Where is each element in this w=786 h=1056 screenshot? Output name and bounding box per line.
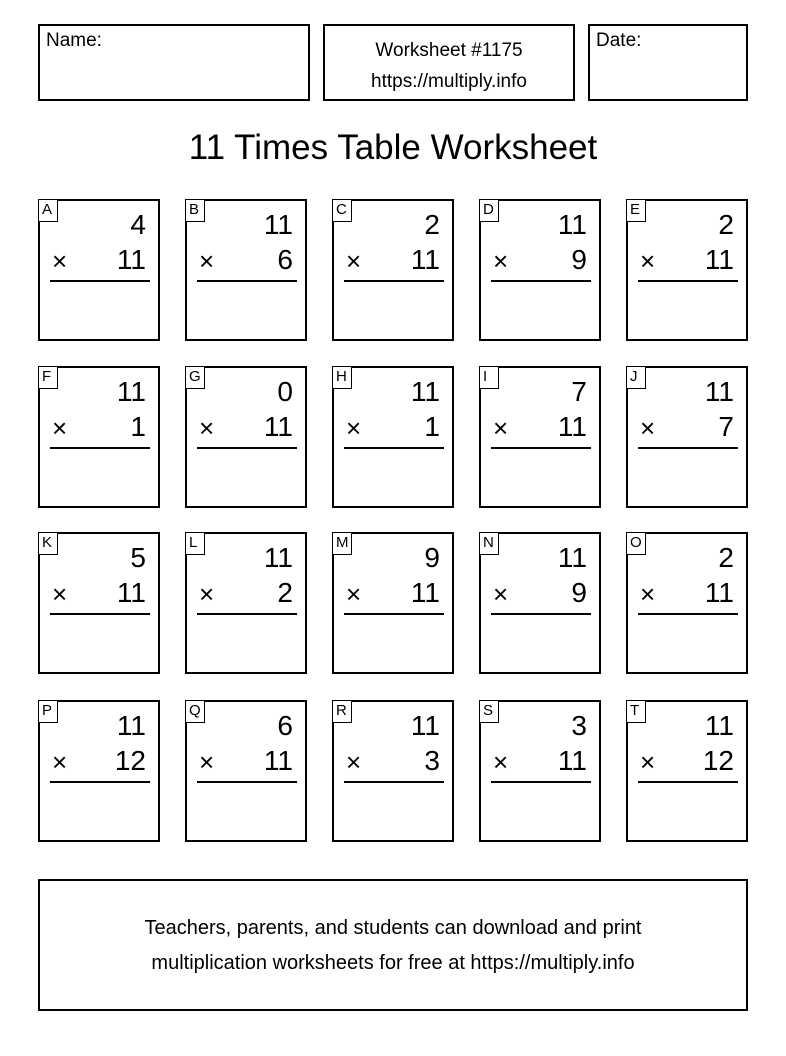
multiplier: 11 xyxy=(263,745,293,776)
problem-letter: N xyxy=(479,532,499,555)
problem-card xyxy=(185,366,307,508)
multiplier: 7 xyxy=(718,411,734,442)
times-sign: × xyxy=(640,747,656,777)
problem-letter: L xyxy=(185,532,205,555)
times-sign: × xyxy=(199,747,215,777)
date-field-box[interactable] xyxy=(588,24,748,101)
multiplicand: 2 xyxy=(424,209,440,240)
times-sign: × xyxy=(199,413,215,443)
page-title: 11 Times Table Worksheet xyxy=(188,128,598,167)
multiplier: 12 xyxy=(702,745,734,776)
multiplicand: 4 xyxy=(130,209,146,240)
multiplier: 6 xyxy=(277,244,293,275)
times-sign: × xyxy=(493,579,509,609)
times-sign: × xyxy=(52,413,68,443)
multiplicand: 2 xyxy=(718,209,734,240)
times-sign: × xyxy=(493,747,509,777)
multiplicand: 11 xyxy=(704,710,734,741)
times-sign: × xyxy=(346,246,362,276)
answer-line xyxy=(50,280,150,282)
multiplier: 11 xyxy=(557,411,587,442)
problem-letter: I xyxy=(479,366,499,389)
times-sign: × xyxy=(346,579,362,609)
times-sign: × xyxy=(640,413,656,443)
problem-card xyxy=(479,700,601,842)
problem-letter: M xyxy=(332,532,352,555)
problem-letter: K xyxy=(38,532,58,555)
multiplier: 9 xyxy=(571,577,587,608)
multiplicand: 2 xyxy=(718,542,734,573)
times-sign: × xyxy=(52,246,68,276)
multiplicand: 11 xyxy=(410,710,440,741)
answer-line xyxy=(50,613,150,615)
problem-card xyxy=(479,366,601,508)
times-sign: × xyxy=(52,747,68,777)
answer-line xyxy=(638,613,738,615)
times-sign: × xyxy=(199,579,215,609)
answer-line xyxy=(50,781,150,783)
problem-card xyxy=(626,366,748,508)
problem-card xyxy=(38,199,160,341)
multiplicand: 0 xyxy=(277,376,293,407)
worksheet-number: Worksheet #1175 xyxy=(375,40,523,61)
answer-line xyxy=(197,613,297,615)
multiplicand: 11 xyxy=(263,542,293,573)
times-sign: × xyxy=(640,579,656,609)
answer-line xyxy=(638,447,738,449)
multiplicand: 7 xyxy=(571,376,587,407)
multiplier: 3 xyxy=(424,745,440,776)
problem-card xyxy=(479,532,601,674)
problem-letter: G xyxy=(185,366,205,389)
answer-line xyxy=(638,280,738,282)
name-label: Name: xyxy=(46,30,102,51)
answer-line xyxy=(344,447,444,449)
multiplier: 11 xyxy=(410,244,440,275)
problem-card xyxy=(626,700,748,842)
problem-card xyxy=(332,700,454,842)
problem-card xyxy=(332,366,454,508)
footer-line-1: Teachers, parents, and students can download and print xyxy=(144,917,642,939)
problem-letter: R xyxy=(332,700,352,723)
problem-letter: E xyxy=(626,199,646,222)
multiplicand: 11 xyxy=(116,376,146,407)
problem-letter: D xyxy=(479,199,499,222)
problem-card xyxy=(479,199,601,341)
answer-line xyxy=(197,280,297,282)
multiplicand: 11 xyxy=(410,376,440,407)
problem-letter: T xyxy=(626,700,646,723)
answer-line xyxy=(344,280,444,282)
multiplier: 11 xyxy=(116,577,146,608)
answer-line xyxy=(491,280,591,282)
problem-letter: A xyxy=(38,199,58,222)
problem-card xyxy=(38,366,160,508)
answer-line xyxy=(491,447,591,449)
multiplier: 11 xyxy=(263,411,293,442)
answer-line xyxy=(491,613,591,615)
multiplicand: 11 xyxy=(263,209,293,240)
problem-letter: P xyxy=(38,700,58,723)
answer-line xyxy=(50,447,150,449)
multiplier: 12 xyxy=(114,745,146,776)
problem-card xyxy=(185,532,307,674)
multiplicand: 3 xyxy=(571,710,587,741)
answer-line xyxy=(638,781,738,783)
footer-line-2: multiplication worksheets for free at https://multiply.info xyxy=(151,952,635,974)
problem-card xyxy=(626,532,748,674)
footer-note xyxy=(38,879,748,1011)
problem-letter: H xyxy=(332,366,352,389)
multiplicand: 11 xyxy=(557,542,587,573)
times-sign: × xyxy=(52,579,68,609)
times-sign: × xyxy=(640,246,656,276)
multiplier: 1 xyxy=(424,411,440,442)
multiplicand: 9 xyxy=(424,542,440,573)
answer-line xyxy=(491,781,591,783)
worksheet-info-box xyxy=(323,24,575,101)
multiplier: 1 xyxy=(130,411,146,442)
multiplicand: 5 xyxy=(130,542,146,573)
multiplicand: 6 xyxy=(277,710,293,741)
problem-card xyxy=(38,700,160,842)
multiplicand: 11 xyxy=(704,376,734,407)
problem-letter: J xyxy=(626,366,646,389)
answer-line xyxy=(197,781,297,783)
multiplicand: 11 xyxy=(116,710,146,741)
times-sign: × xyxy=(493,246,509,276)
problem-card xyxy=(38,532,160,674)
times-sign: × xyxy=(199,246,215,276)
multiplier: 9 xyxy=(571,244,587,275)
problem-card xyxy=(332,532,454,674)
problem-letter: B xyxy=(185,199,205,222)
answer-line xyxy=(197,447,297,449)
problem-letter: F xyxy=(38,366,58,389)
multiplier: 2 xyxy=(277,577,293,608)
answer-line xyxy=(344,781,444,783)
worksheet-url: https://multiply.info xyxy=(371,71,527,92)
problem-card xyxy=(332,199,454,341)
answer-line xyxy=(344,613,444,615)
times-sign: × xyxy=(493,413,509,443)
problem-letter: S xyxy=(479,700,499,723)
times-sign: × xyxy=(346,413,362,443)
multiplier: 11 xyxy=(410,577,440,608)
problem-card xyxy=(185,700,307,842)
multiplier: 11 xyxy=(704,244,734,275)
problem-letter: Q xyxy=(185,700,205,723)
multiplicand: 11 xyxy=(557,209,587,240)
multiplier: 11 xyxy=(557,745,587,776)
date-label: Date: xyxy=(596,30,642,51)
name-field-box[interactable] xyxy=(38,24,310,101)
multiplier: 11 xyxy=(116,244,146,275)
problem-card xyxy=(185,199,307,341)
problem-letter: O xyxy=(626,532,646,555)
multiplier: 11 xyxy=(704,577,734,608)
times-sign: × xyxy=(346,747,362,777)
problem-card xyxy=(626,199,748,341)
problem-letter: C xyxy=(332,199,352,222)
